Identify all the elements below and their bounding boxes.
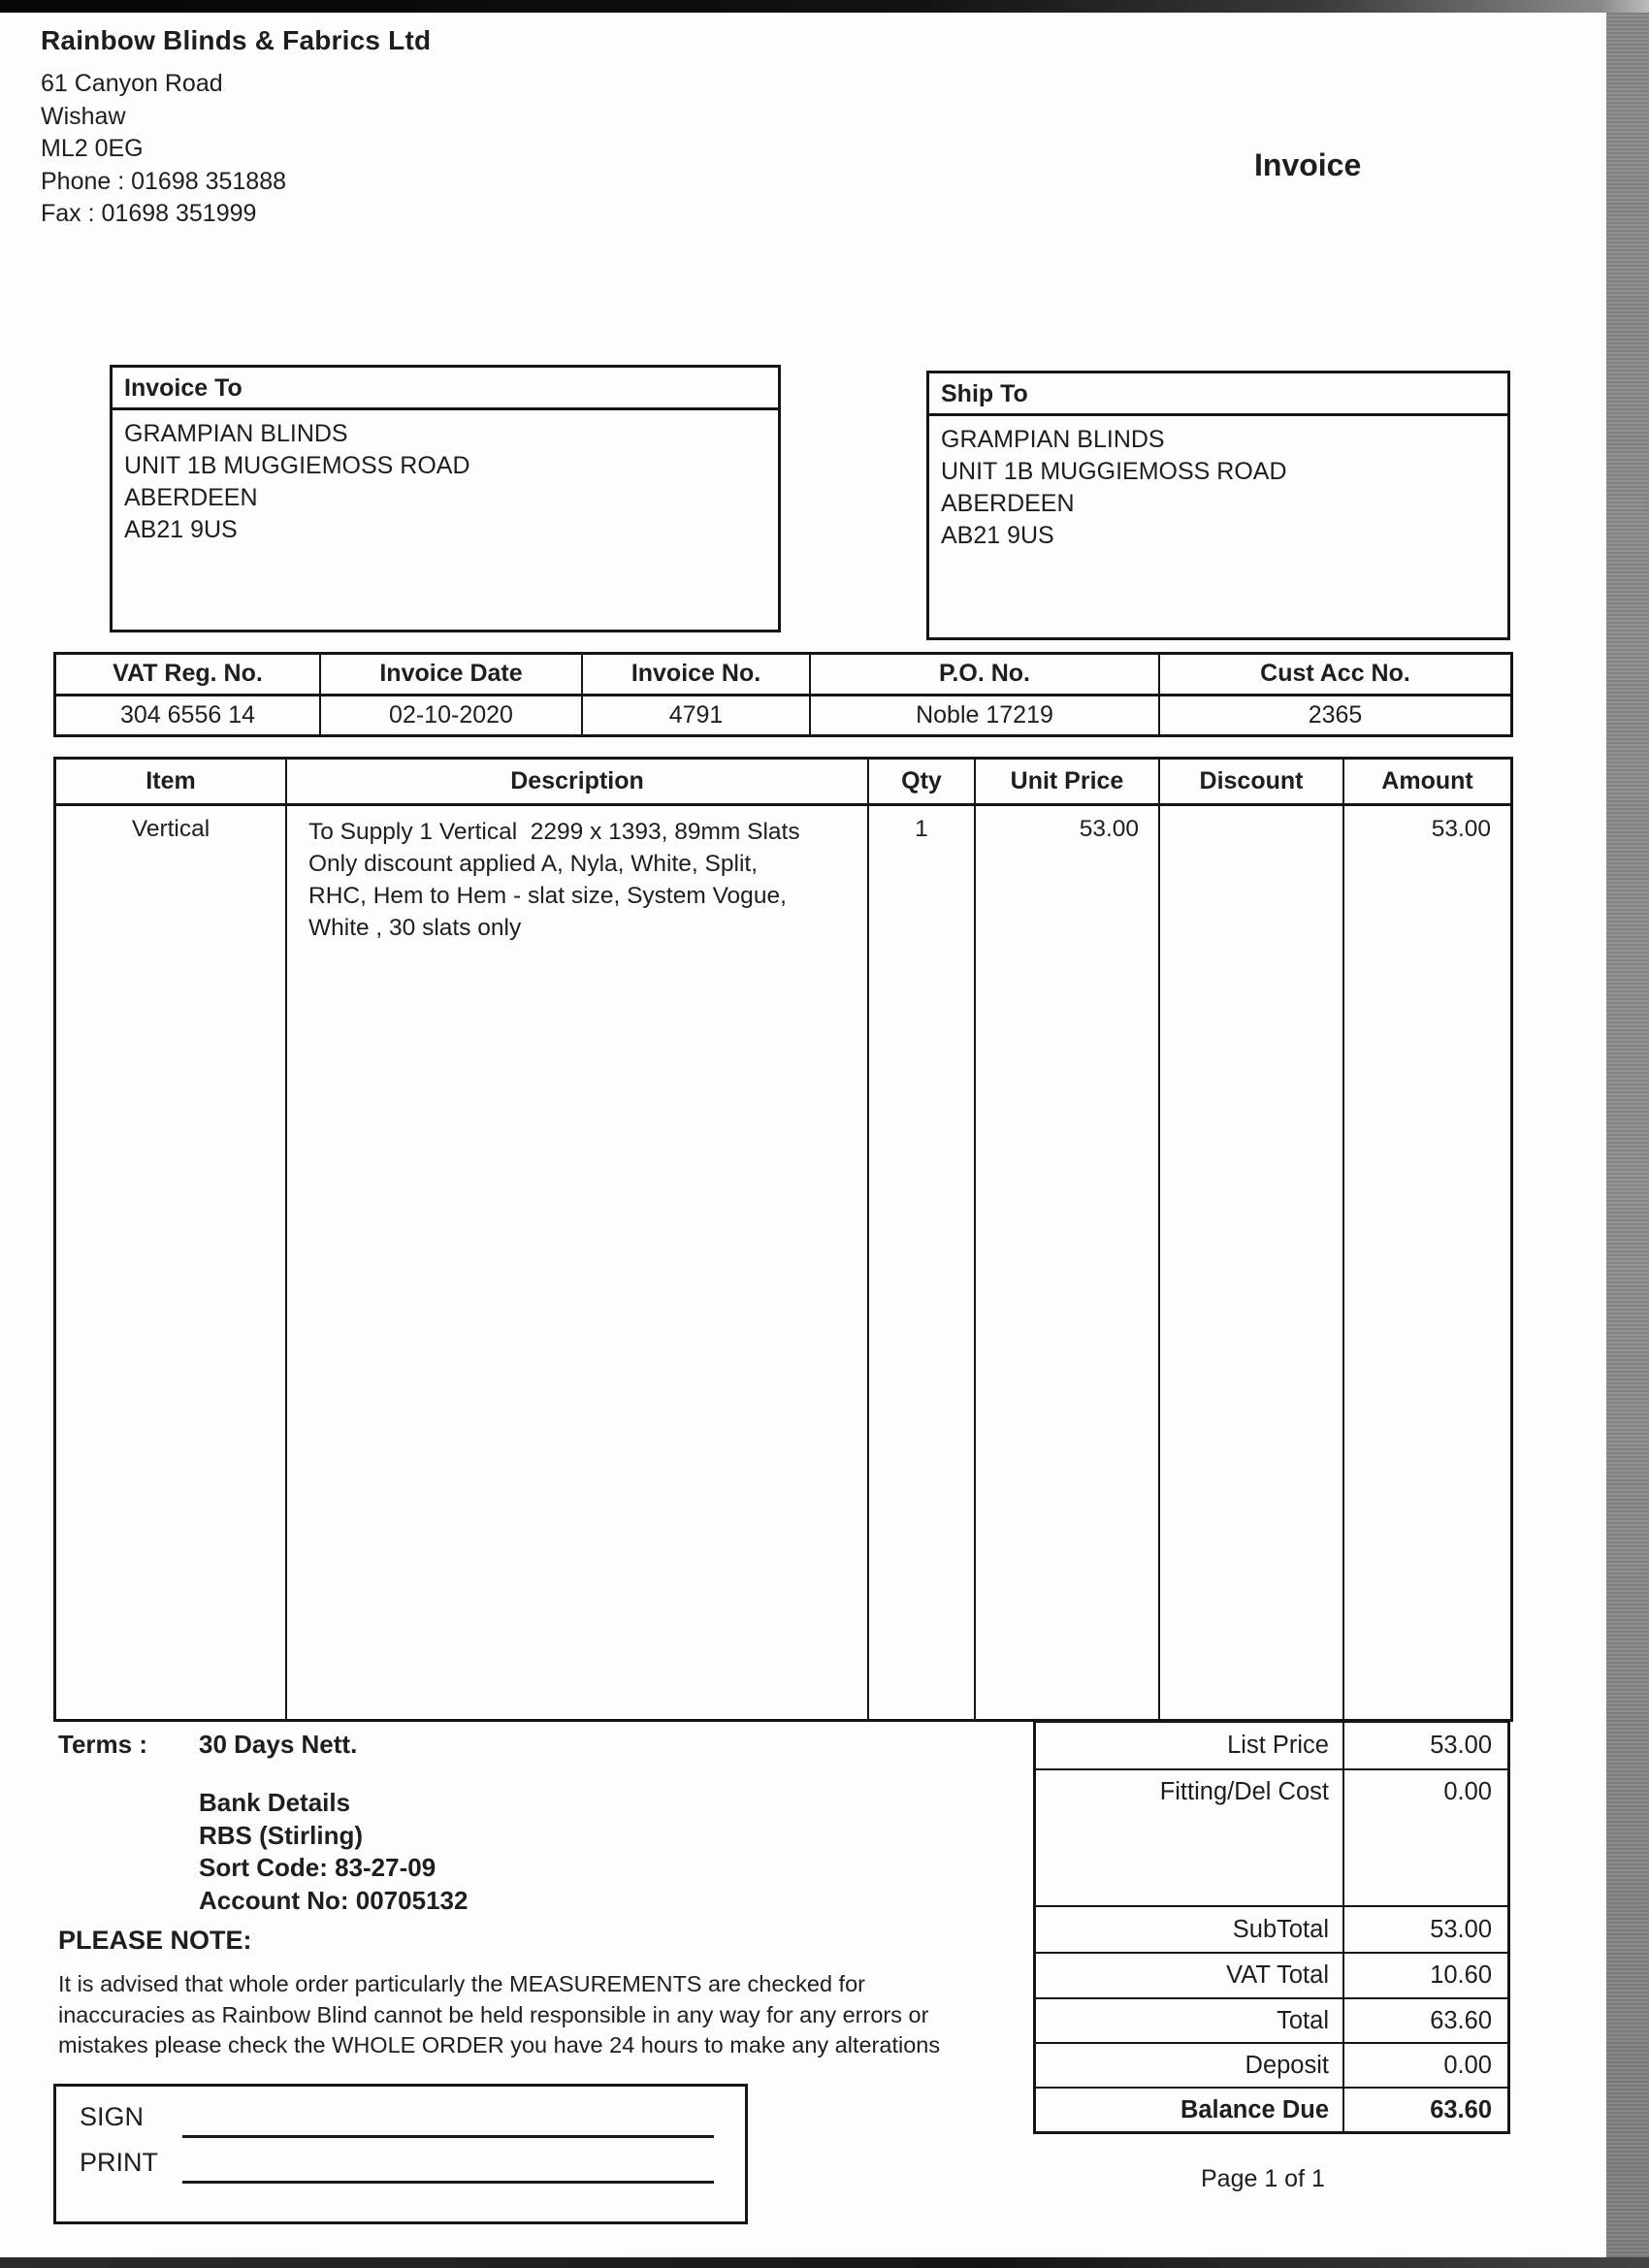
description-line: White , 30 slats only [308, 915, 522, 941]
signature-box [53, 2084, 748, 2224]
line-items-table [53, 757, 1513, 1722]
please-note-line: mistakes please check the WHOLE ORDER you have 24 hours to make any alterations [58, 2032, 941, 2057]
info-header-row [56, 655, 1510, 697]
scanner-edge-right [1606, 13, 1649, 2268]
balance-due-label: Balance Due [1036, 2089, 1344, 2131]
list-price-label: List Price [1036, 1723, 1344, 1768]
discount-cell [1160, 806, 1344, 1719]
invoice-to-address [113, 410, 778, 546]
total-row [1036, 1999, 1507, 2044]
print-label: PRINT [80, 2148, 158, 2177]
vat-total-label: VAT Total [1036, 1954, 1344, 1997]
description-column-header: Description [287, 760, 869, 803]
vat-total-value: 10.60 [1430, 1961, 1492, 1989]
ship-to-label: Ship To [929, 373, 1507, 416]
company-header [41, 25, 431, 231]
sign-label: SIGN [80, 2102, 145, 2131]
fitting-del-cost-value: 0.00 [1443, 1778, 1492, 1805]
company-fax: Fax : 01698 351999 [41, 200, 257, 227]
po-no-value: Noble 17219 [811, 697, 1160, 735]
amount-column-header: Amount [1381, 767, 1473, 794]
items-header-row [56, 760, 1510, 806]
discount-column-header: Discount [1160, 760, 1344, 803]
unit-price-cell: 53.00 [976, 806, 1160, 1719]
bank-details [199, 1787, 468, 1917]
vat-total-row [1036, 1954, 1507, 1999]
company-address-line: 61 Canyon Road [41, 70, 223, 97]
subtotal-label: SubTotal [1036, 1907, 1344, 1952]
info-value-row [56, 697, 1510, 735]
page-number: Page 1 of 1 [1201, 2165, 1325, 2192]
bank-details-line: Account No: 00705132 [199, 1885, 469, 1915]
balance-due-value: 63.60 [1430, 2095, 1492, 2123]
invoice-no-header: Invoice No. [583, 655, 811, 694]
invoice-to-line: ABERDEEN [124, 484, 258, 511]
bank-details-line: Bank Details [199, 1788, 351, 1817]
ship-to-line: UNIT 1B MUGGIEMOSS ROAD [941, 458, 1287, 485]
description-line: Only discount applied A, Nyla, White, Split, [308, 851, 758, 877]
ship-to-address [929, 416, 1507, 552]
company-phone: Phone : 01698 351888 [41, 167, 287, 195]
item-column-header: Item [56, 760, 287, 803]
scanner-edge-bottom [0, 2257, 1649, 2268]
company-name: Rainbow Blinds & Fabrics Ltd [41, 25, 432, 55]
qty-cell: 1 [869, 806, 976, 1719]
description-line: To Supply 1 Vertical 2299 x 1393, 89mm Slats [308, 819, 800, 845]
invoice-date-header: Invoice Date [321, 655, 583, 694]
totals-box [1033, 1720, 1510, 2134]
please-note-title: PLEASE NOTE: [58, 1926, 252, 1955]
ship-to-line: AB21 9US [941, 522, 1054, 549]
company-address-line: ML2 0EG [41, 135, 144, 162]
description-line: RHC, Hem to Hem - slat size, System Vogue, [308, 883, 787, 909]
po-no-header: P.O. No. [811, 655, 1160, 694]
list-price-value: 53.00 [1430, 1732, 1492, 1759]
deposit-label: Deposit [1036, 2044, 1344, 2087]
bank-details-line: Sort Code: 83-27-09 [199, 1853, 436, 1882]
bank-details-line: RBS (Stirling) [199, 1820, 363, 1850]
total-value: 63.60 [1430, 2006, 1492, 2034]
invoice-to-line: AB21 9US [124, 516, 238, 543]
please-note-line: inaccuracies as Rainbow Blind cannot be held responsible in any way for any errors or [58, 2001, 929, 2027]
invoice-no-value: 4791 [583, 697, 811, 735]
item-cell: Vertical [56, 806, 287, 1719]
items-row [56, 806, 1510, 1719]
invoice-info-table [53, 652, 1513, 737]
amount-cell: 53.00 [1431, 816, 1491, 842]
invoice-to-line: UNIT 1B MUGGIEMOSS ROAD [124, 452, 470, 479]
list-price-row [1036, 1723, 1507, 1770]
description-cell [287, 806, 869, 1719]
company-address-line: Wishaw [41, 102, 126, 130]
fitting-del-cost-label: Fitting/Del Cost [1036, 1770, 1344, 1905]
sign-line[interactable] [182, 2135, 714, 2138]
document-title: Invoice [1254, 147, 1362, 182]
scanner-edge-top [0, 0, 1649, 13]
terms-label: Terms : [58, 1730, 147, 1759]
vat-reg-header: VAT Reg. No. [56, 655, 321, 694]
qty-column-header: Qty [869, 760, 976, 803]
cust-acc-header: Cust Acc No. [1260, 660, 1410, 688]
print-line[interactable] [182, 2181, 714, 2184]
terms-value: 30 Days Nett. [199, 1730, 358, 1759]
please-note-text [58, 1969, 940, 2061]
subtotal-value: 53.00 [1430, 1915, 1492, 1943]
subtotal-row [1036, 1907, 1507, 1954]
balance-due-row [1036, 2089, 1507, 2131]
vat-reg-value: 304 6556 14 [56, 697, 321, 735]
deposit-row [1036, 2044, 1507, 2089]
ship-to-line: ABERDEEN [941, 490, 1075, 517]
unit-price-column-header: Unit Price [976, 760, 1160, 803]
invoice-to-box [110, 365, 781, 632]
ship-to-box [926, 371, 1510, 640]
invoice-date-value: 02-10-2020 [321, 697, 583, 735]
invoice-to-line: GRAMPIAN BLINDS [124, 420, 348, 447]
please-note-line: It is advised that whole order particularly the MEASUREMENTS are checked for [58, 1971, 865, 1996]
cust-acc-value: 2365 [1308, 700, 1363, 729]
deposit-value: 0.00 [1443, 2051, 1492, 2079]
invoice-to-label: Invoice To [113, 368, 778, 410]
ship-to-line: GRAMPIAN BLINDS [941, 426, 1165, 453]
total-label: Total [1036, 1999, 1344, 2042]
fitting-del-cost-row [1036, 1770, 1507, 1907]
